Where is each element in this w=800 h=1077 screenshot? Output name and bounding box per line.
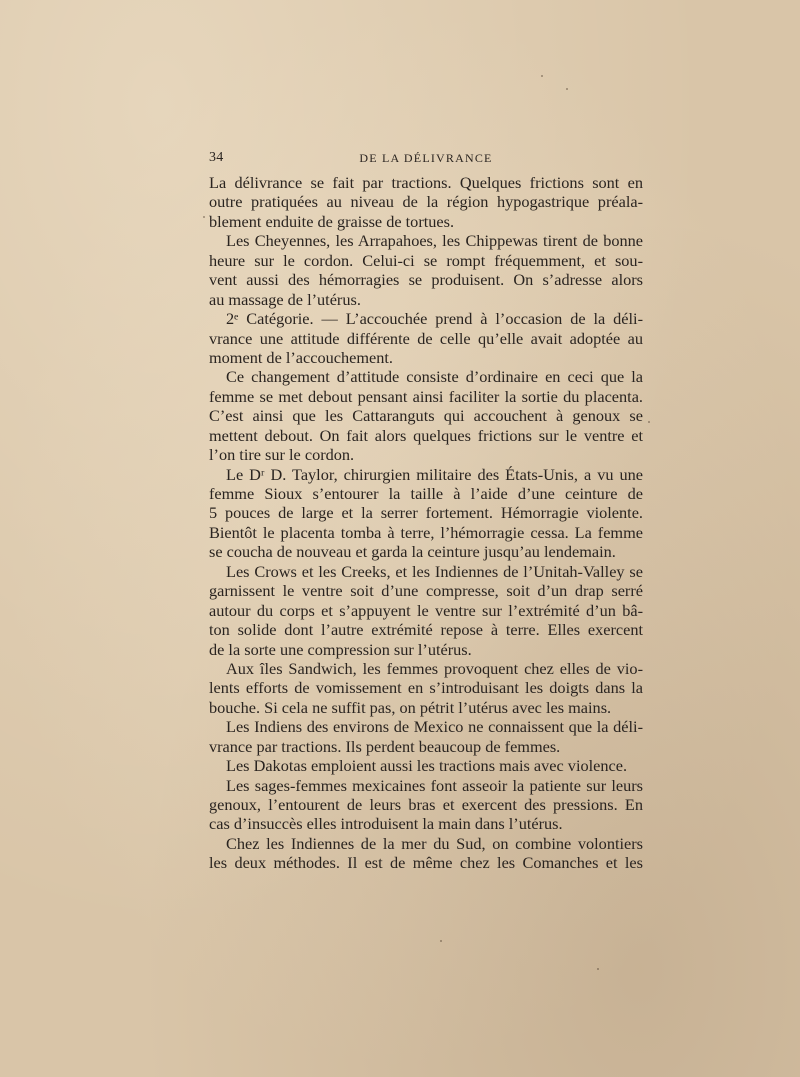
text-line: femme se met debout pensant ainsi faciliter la sortie du placenta. <box>209 386 643 406</box>
text-line: 2ᵉ Catégorie. — L’accouchée prend à l’occasion de la déli- <box>226 309 643 329</box>
text-line: Les Dakotas emploient aussi les tractions mais avec violence. <box>226 756 628 776</box>
page-number: 34 <box>209 150 224 165</box>
text-line: Aux îles Sandwich, les femmes provoquent chez elles de vio- <box>226 658 643 678</box>
paper-speck <box>648 421 650 423</box>
text-line: Ce changement d’attitude consiste d’ordinaire en ceci que la <box>226 367 643 387</box>
paper-speck <box>203 216 205 218</box>
text-line: garnissent le ventre soit d’une compresse, soit d’un drap serré <box>209 581 643 601</box>
body-text <box>209 173 643 873</box>
text-line: Bientôt le placenta tomba à terre, l’hémorragie cessa. La femme <box>209 522 643 542</box>
text-line: bouche. Si cela ne suffit pas, on pétrit l’utérus avec les mains. <box>209 697 612 717</box>
text-line: ton solide dont l’autre extrémité repose à terre. Elles exercent <box>209 620 643 640</box>
text-line: se coucha de nouveau et garda la ceinture jusqu’au lendemain. <box>209 542 616 562</box>
text-line: vent aussi des hémorragies se produisent. On s’adresse alors <box>209 270 643 290</box>
paper-speck <box>597 968 599 970</box>
text-line: genoux, l’entourent de leurs bras et exercent des pressions. En <box>209 795 643 814</box>
paper-speck <box>566 88 568 90</box>
text-line: Les sages-femmes mexicaines font asseoir la patiente sur leurs <box>226 775 643 795</box>
text-line: cas d’insuccès elles introduisent la main dans l’utérus. <box>209 814 563 834</box>
text-line: Les Cheyennes, les Arrapahoes, les Chippewas tirent de bonne <box>226 231 643 251</box>
text-line: de la sorte une compression sur l’utérus. <box>209 639 472 659</box>
text-line: vrance une attitude différente de celle qu’elle avait adoptée au <box>209 328 643 348</box>
page-header <box>209 150 643 170</box>
text-line: heure sur le cordon. Celui-ci se rompt fréquemment, et sou- <box>209 250 643 270</box>
text-line: Les Indiens des environs de Mexico ne connaissent que la déli- <box>226 717 643 737</box>
text-line: autour du corps et s’appuyent le ventre sur l’extrémité d’un bâ- <box>209 600 643 620</box>
text-line: Le Dʳ D. Taylor, chirurgien militaire des États-Unis, a vu une <box>226 464 643 484</box>
text-line: lents efforts de vomissement en s’introduisant les doigts dans la <box>209 678 643 698</box>
paper-speck <box>541 75 543 77</box>
text-line: 5 pouces de large et la serrer fortement. Hémorragie violente. <box>209 503 643 523</box>
text-line: l’on tire sur le cordon. <box>209 445 355 465</box>
text-line: vrance par tractions. Ils perdent beaucoup de femmes. <box>209 736 561 756</box>
text-line: Chez les Indiennes de la mer du Sud, on combine volontiers <box>226 833 643 853</box>
text-line: La délivrance se fait par tractions. Quelques frictions sont en <box>209 173 643 192</box>
text-line: au massage de l’utérus. <box>209 289 361 309</box>
text-line: les deux méthodes. Il est de même chez les Comanches et les <box>209 853 643 873</box>
text-line: moment de l’accouchement. <box>209 347 393 367</box>
paper-speck <box>440 940 442 942</box>
running-title: DE LA DÉLIVRANCE <box>359 151 493 165</box>
text-line: Les Crows et les Creeks, et les Indiennes de l’Unitah-Valley se <box>226 561 643 581</box>
text-line: femme Sioux s’entourer la taille à l’aide d’une ceinture de <box>209 484 643 503</box>
text-line: mettent debout. On fait alors quelques frictions sur le ventre et <box>209 425 643 445</box>
text-line: C’est ainsi que les Cattaranguts qui accouchent à genoux se <box>209 406 643 426</box>
text-line: blement enduite de graisse de tortues. <box>209 211 455 231</box>
text-line: outre pratiquées au niveau de la région hypogastrique préala- <box>209 192 643 212</box>
